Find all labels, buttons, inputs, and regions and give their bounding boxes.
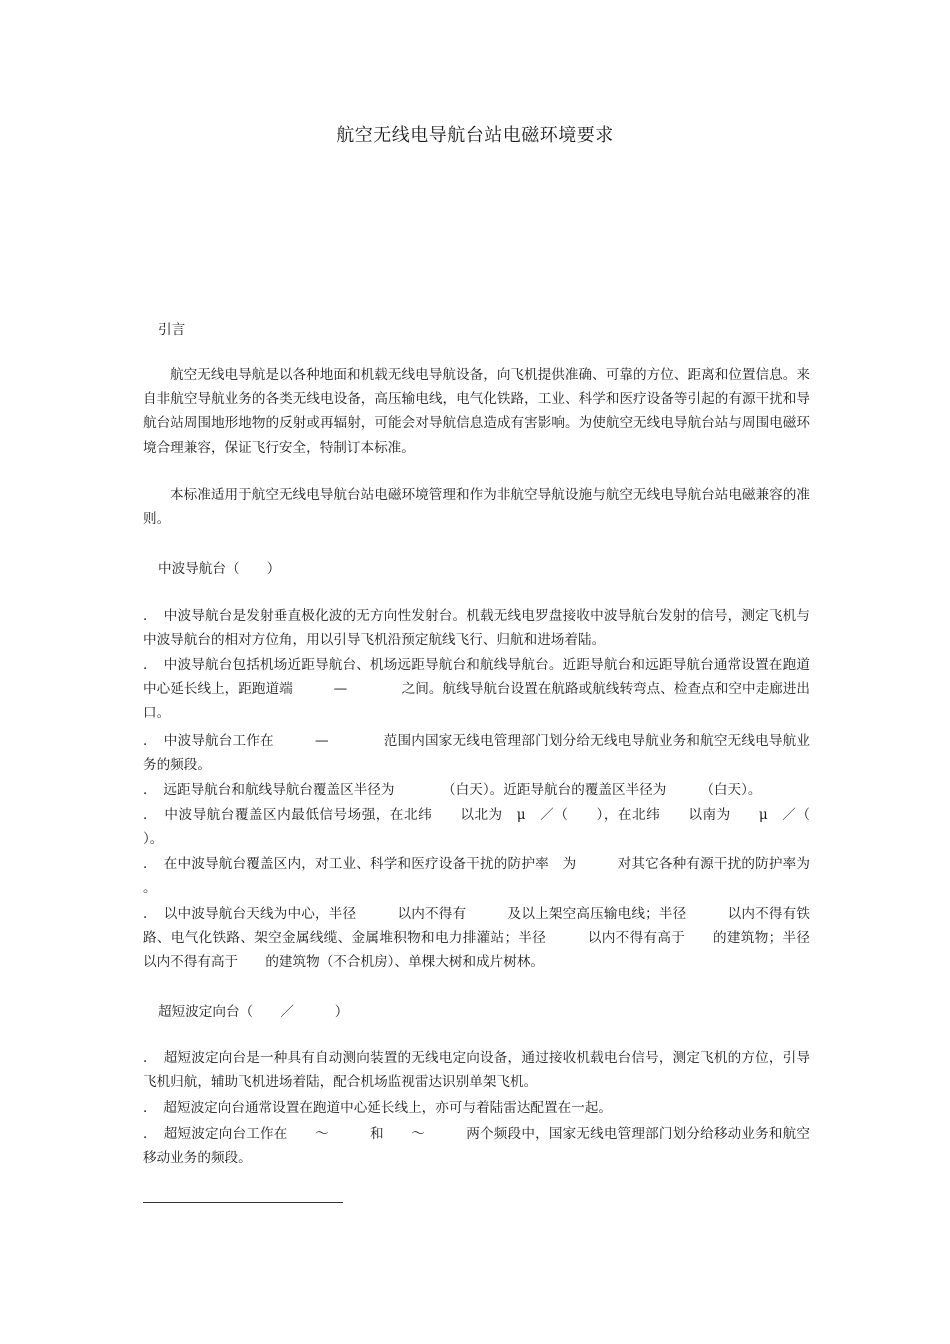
section-heading-mf-beacon: 中波导航台（ ） <box>158 561 281 577</box>
clause-mf-1: ． 中波导航台是发射垂直极化波的无方向性发射台。机载无线电罗盘接收中波导航台发射的信号，测定飞机与中波导航台的相对方位角，用以引导飞机沿预定航线飞行、归航和进场着陆。 <box>143 608 810 649</box>
clause-mf-2: ． 中波导航台包括机场近距导航台、机场远距导航台和航线导航台。近距导航台和远距导航台通常设置在跑道中心延长线上，距跑道端 — 之间。航线导航台设置在航路或航线转弯点、检查点和空中走廊进出口。 <box>143 657 810 722</box>
paragraph-introduction-2: 本标准适用于航空无线电导航台站电磁环境管理和作为非航空导航设施与航空无线电导航台站电磁兼容的准则。 <box>143 487 810 528</box>
clause-mf-6: ． 在中波导航台覆盖区内，对工业、科学和医疗设备干扰的防护率 为 对其它各种有源干扰的防护率为 。 <box>143 856 838 897</box>
clause-mf-4: ． 远距导航台和航线导航台覆盖区半径为 （白天）。近距导航台的覆盖区半径为 （白天）。 <box>143 782 762 798</box>
clause-vhf-1: ． 超短波定向台是一种具有自动测向装置的无线电定向设备，通过接收机载电台信号，测定飞机的方位，引导飞机归航，辅助飞机进场着陆，配合机场监视雷达识别单架飞机。 <box>143 1050 810 1091</box>
paragraph-introduction-1: 航空无线电导航是以各种地面和机载无线电导航设备，向飞机提供准确、可靠的方位、距离和位置信息。来自非航空导航业务的各类无线电设备，高压输电线，电气化铁路，工业、科学和医疗设备等引起的有源干扰和导航台站周围地形地物的反射或再辐射，可能会对导航信息造成有害影响。为使航空无线电导航台站与周围电磁环境合理兼容，保证飞行安全，特制订本标准。 <box>143 367 810 456</box>
clause-mf-3: ． 中波导航台工作在 — 范围内国家无线电管理部门划分给无线电导航业务和航空无线电导航业务的频段。 <box>143 733 810 774</box>
section-heading-vhf-df: 超短波定向台（ ／ ） <box>158 1004 349 1020</box>
clause-mf-5: ． 中波导航台覆盖区内最低信号场强，在北纬 以北为 μ ／（ ），在北纬 以南为 μ ／（ ）。 <box>143 807 838 848</box>
clause-vhf-2: ． 超短波定向台通常设置在跑道中心延长线上，亦可与着陆雷达配置在一起。 <box>143 1100 612 1116</box>
document-title: 航空无线电导航台站电磁环境要求 <box>336 125 614 146</box>
footnote-divider <box>143 1202 343 1203</box>
clause-vhf-3: ． 超短波定向台工作在 ～ 和 ～ 两个频段中，国家无线电管理部门划分给移动业务和航空移动业务的频段。 <box>143 1126 810 1167</box>
section-heading-introduction: 引言 <box>158 322 186 338</box>
clause-mf-7: ． 以中波导航台天线为中心，半径 以内不得有 及以上架空高压输电线；半径 以内不得有铁路、电气化铁路、架空金属线缆、金属堆积物和电力排灌站；半径 以内不得有高于 的建筑物；半径 以内不得有高于 的建筑物（不合机房）、单棵大树和成片树林。 <box>143 906 851 971</box>
